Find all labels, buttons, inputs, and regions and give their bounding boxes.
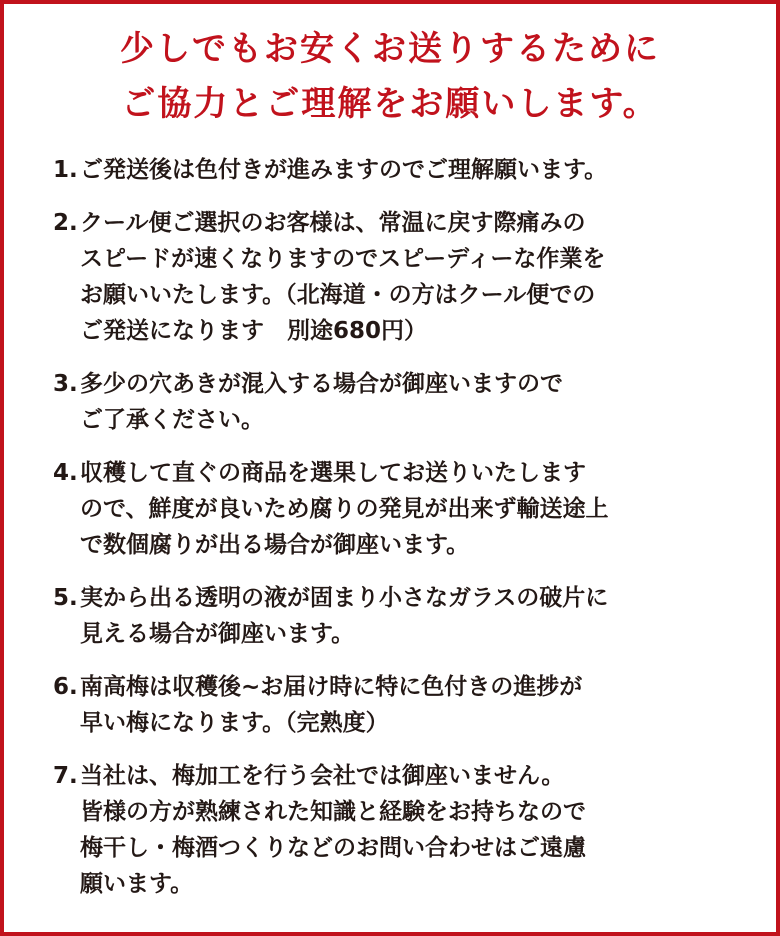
notice-item-text: お願いいたします。（北海道・の方はクール便での (80, 282, 596, 308)
notice-item-text: ご発送後は色付きが進みますのでご理解願います。 (80, 157, 608, 183)
notice-item-text: 見える場合が御座います。 (80, 621, 355, 647)
notice-item-7 (53, 760, 743, 900)
notice-item-text: 梅干し・梅酒つくりなどのお問い合わせはご遠慮 (80, 835, 586, 861)
notice-item-text: 当社は、梅加工を行う会社では御座いません。 (80, 763, 565, 789)
notice-item-text: クール便ご選択のお客様は、常温に戻す際痛みの (80, 210, 586, 236)
notice-item-text: スピードが速くなりますのでスピーディーな作業を (80, 246, 606, 272)
notice-item-text: 実から出る透明の液が固まり小さなガラスの破片に (80, 585, 609, 611)
notice-item-text: 南高梅は収穫後~お届け時に特に色付きの進捗が (80, 674, 583, 700)
notice-title-line-2: ご協力とご理解をお願いします。 (121, 84, 659, 124)
notice-item-3 (53, 368, 743, 436)
notice-item-number: 1. (53, 157, 78, 183)
notice-item-text: で数個腐りが出る場合が御座います。 (80, 532, 470, 558)
notice-item-text: ので、鮮度が良いため腐りの発見が出来ず輸送途上 (80, 496, 609, 522)
notice-item-4 (53, 457, 743, 561)
notice-item-text: 早い梅になります。（完熟度） (80, 710, 389, 736)
notice-item-text: 多少の穴あきが混入する場合が御座いますので (80, 371, 563, 397)
notice-item-number: 7. (53, 763, 78, 789)
notice-item-1 (53, 154, 743, 186)
notice-item-number: 3. (53, 371, 78, 397)
notice-item-text: 皆様の方が熟練された知識と経験をお持ちなので (80, 799, 586, 825)
notice-item-number: 4. (53, 460, 78, 486)
notice-item-5 (53, 582, 743, 650)
notice-item-number: 2. (53, 210, 78, 236)
notice-list (53, 154, 743, 921)
notice-item-text: 収穫して直ぐの商品を選果してお送りいたします (80, 460, 586, 486)
notice-item-text: ご了承ください。 (80, 407, 264, 433)
notice-item-2 (53, 207, 743, 347)
notice-item-text: 願います。 (80, 871, 194, 897)
notice-item-number: 5. (53, 585, 78, 611)
notice-item-number: 6. (53, 674, 78, 700)
notice-item-text: ご発送になります 別途680円） (80, 318, 428, 344)
notice-title-line-1: 少しでもお安くお送りするために (120, 29, 660, 69)
notice-item-6 (53, 671, 743, 739)
